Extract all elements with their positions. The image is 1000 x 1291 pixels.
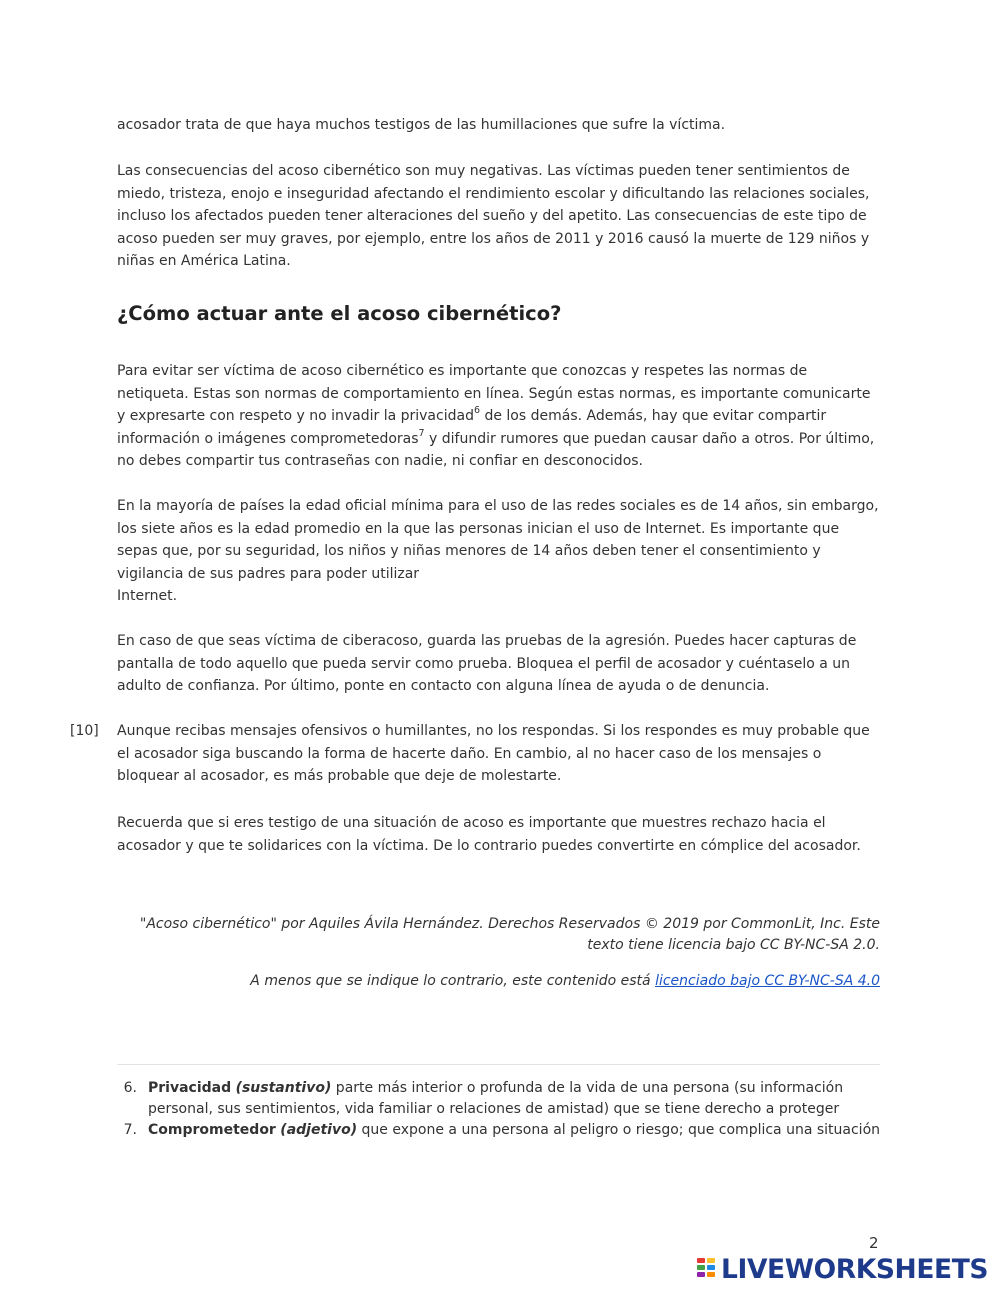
footnote-text xyxy=(148,1078,883,1120)
paragraph-consequences: Las consecuencias del acoso cibernético son muy negativas. Las víctimas pueden tener sentimientos de miedo, tristeza, enojo e inseguridad afectando el rendimiento escolar y dificultando las relaciones sociales, incluso los afectados pueden tener alteraciones del sueño y del apetito. Las consecuencias de este tipo de acoso pueden ser muy graves, por ejemplo, entre los años de 2011 y 2016 causó la muerte de 129 niños y niñas en América Latina. xyxy=(117,163,870,269)
logo-block xyxy=(697,1272,705,1277)
netiquette-text-3: y difundir rumores que puedan causar daño a otros. Por último, no debes compartir tus contraseñas con nadie, ni confiar en desconocidos. xyxy=(117,430,875,469)
netiquette-text-1: Para evitar ser víctima de acoso cibernético es importante que conozcas y respetes las normas de netiqueta. Estas son normas de comportamiento en línea. Según estas normas, es importante comunicarte y expresarte con respeto y no invadir la privacidad xyxy=(117,363,871,424)
age-text-main: En la mayoría de países la edad oficial mínima para el uso de las redes sociales es de 14 años, sin embargo, los siete años es la edad promedio en la que las personas inician el uso de Internet. Es importante que sepas que, por su seguridad, los niños y niñas menores de 14 años deben tener el consentimiento y vigilancia de sus padres para poder utilizar xyxy=(117,498,879,582)
logo-block xyxy=(707,1265,715,1270)
footnote-text xyxy=(148,1120,883,1141)
netiquette-text-2: de los demás. Además, hay que evitar compartir información o imágenes comprometedoras xyxy=(117,408,827,447)
footnote-7 xyxy=(117,1120,883,1141)
footnote-part-of-speech: (adjetivo) xyxy=(280,1122,358,1138)
logo-text: LIVEWORKSHEETS xyxy=(721,1254,989,1285)
paragraph-age xyxy=(117,495,883,608)
footnote-part-of-speech: (sustantivo) xyxy=(235,1080,332,1096)
footnote-definition: que expone a una persona al peligro o riesgo; que complica una situación xyxy=(357,1122,881,1138)
line-number: [10] xyxy=(70,723,99,739)
logo-blocks-icon xyxy=(697,1258,719,1282)
footnote-term: Comprometedor xyxy=(148,1122,276,1138)
footnote-6 xyxy=(117,1078,883,1120)
logo-block xyxy=(697,1258,705,1263)
logo-block xyxy=(707,1258,715,1263)
paragraph-do-not-respond: Aunque recibas mensajes ofensivos o humillantes, no los respondas. Si los respondes es muy probable que el acosador siga buscando la forma de hacerte daño. En cambio, al no hacer caso de los mensajes o bloquear al acosador, es más probable que deje de molestarte. xyxy=(117,723,870,784)
footnote-definition: parte más interior o profunda de la vida de una persona (su información personal, sus sentimientos, vida familiar o relaciones de amistad) que se tiene derecho a proteger xyxy=(148,1080,844,1117)
license-link[interactable]: licenciado bajo CC BY-NC-SA 4.0 xyxy=(655,973,880,989)
footnote-ref-7: 7 xyxy=(418,427,425,439)
age-text-end: Internet. xyxy=(117,588,178,604)
page-number: 2 xyxy=(869,1234,879,1252)
license-notice xyxy=(130,971,880,992)
paragraph-netiquette xyxy=(117,360,883,473)
footnote-number: 6. xyxy=(123,1080,137,1096)
footnote-term: Privacidad xyxy=(148,1080,232,1096)
paragraph-evidence: En caso de que seas víctima de ciberacoso, guarda las pruebas de la agresión. Puedes hacer capturas de pantalla de todo aquello que pueda servir como prueba. Bloquea el perfil de acosador y cuéntaselo a un adulto de confianza. Por último, ponte en contacto con alguna línea de ayuda o de denuncia. xyxy=(117,633,857,694)
section-heading: ¿Cómo actuar ante el acoso cibernético? xyxy=(117,302,562,325)
source-citation: "Acoso cibernético" por Aquiles Ávila Hernández. Derechos Reservados © 2019 por CommonLit, Inc. Este texto tiene licencia bajo CC BY-NC-SA 2.0. xyxy=(139,916,880,953)
license-prefix: A menos que se indique lo contrario, este contenido está xyxy=(250,973,656,989)
logo-block xyxy=(707,1272,715,1277)
logo-block xyxy=(697,1265,705,1270)
liveworksheets-logo xyxy=(697,1254,997,1286)
paragraph-intro-end: acosador trata de que haya muchos testigos de las humillaciones que sufre la víctima. xyxy=(117,117,726,133)
footnote-number: 7. xyxy=(123,1122,137,1138)
footnote-divider xyxy=(117,1064,880,1065)
paragraph-witness: Recuerda que si eres testigo de una situación de acoso es importante que muestres rechazo hacia el acosador y que te solidarices con la víctima. De lo contrario puedes convertirte en cómplice del acosador. xyxy=(117,815,861,854)
footnote-ref-6: 6 xyxy=(473,405,480,416)
